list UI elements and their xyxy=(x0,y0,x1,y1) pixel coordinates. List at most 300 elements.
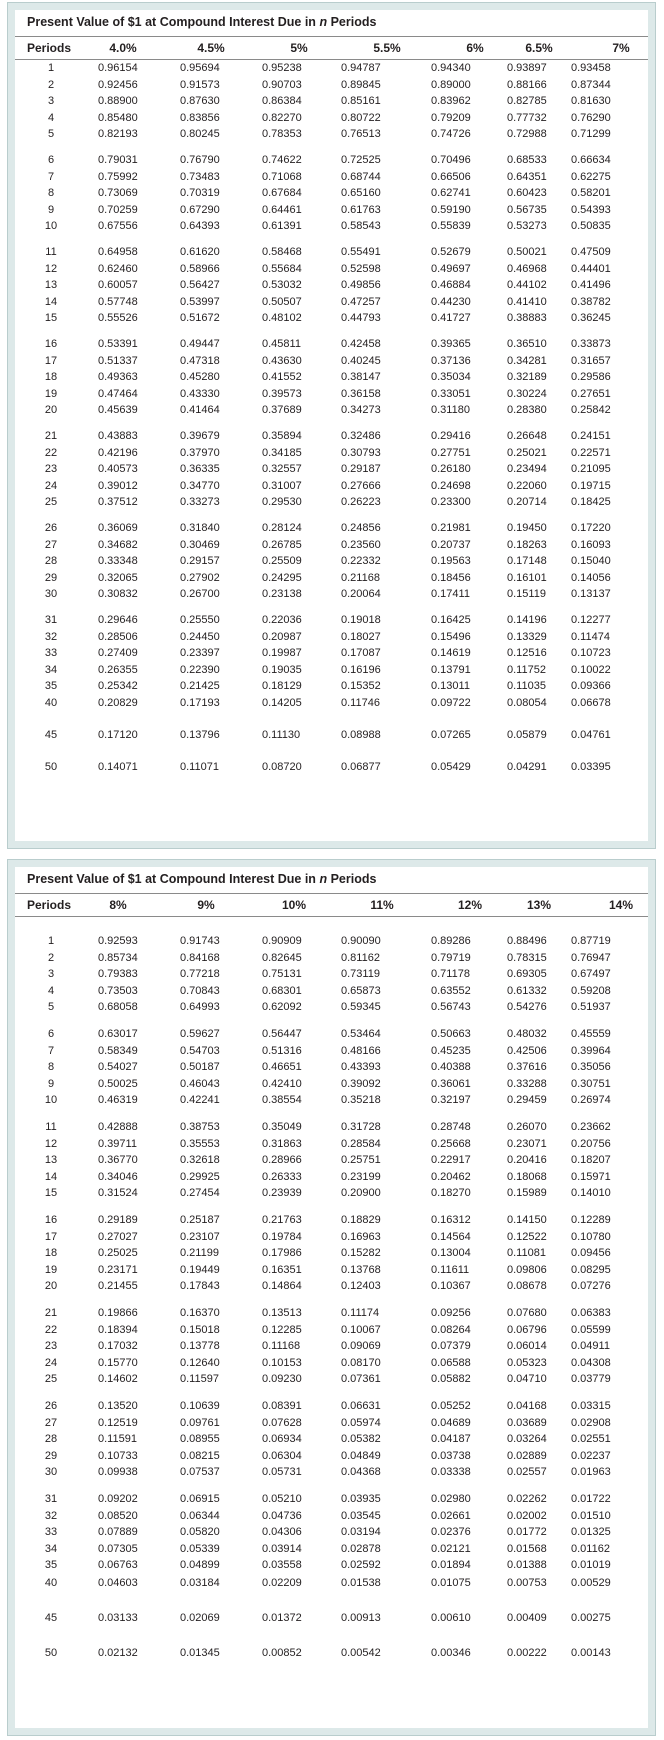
value-cell: 0.96154 xyxy=(98,62,138,74)
value-cell: 0.32197 xyxy=(431,1094,471,1107)
value-cell: 0.73119 xyxy=(341,968,380,981)
value-cell: 0.45811 xyxy=(262,338,301,350)
value-cell: 0.40245 xyxy=(341,354,381,367)
value-cell: 0.18207 xyxy=(571,1154,611,1167)
value-cell: 0.48102 xyxy=(262,312,302,324)
period-cell: 7 xyxy=(47,1044,55,1057)
value-cell: 0.05820 xyxy=(180,1526,220,1539)
period-cell: 17 xyxy=(44,1230,58,1243)
value-cell: 0.46884 xyxy=(431,279,471,291)
value-cell: 0.01963 xyxy=(571,1466,611,1479)
value-cell: 0.25550 xyxy=(180,614,220,626)
value-cell: 0.44230 xyxy=(431,295,471,308)
value-cell: 0.06344 xyxy=(180,1509,220,1522)
value-cell: 0.28584 xyxy=(341,1137,381,1150)
value-cell: 0.01894 xyxy=(431,1559,471,1572)
value-cell: 0.66506 xyxy=(431,170,471,183)
value-cell: 0.13791 xyxy=(431,663,471,676)
value-cell: 0.24295 xyxy=(262,571,302,584)
value-cell: 0.42458 xyxy=(341,338,381,350)
value-cell: 0.70496 xyxy=(431,154,471,166)
value-cell: 0.21981 xyxy=(431,522,471,534)
value-cell: 0.94787 xyxy=(341,62,381,74)
value-cell: 0.26974 xyxy=(571,1094,611,1107)
value-cell: 0.43393 xyxy=(341,1061,381,1074)
value-cell: 0.45280 xyxy=(180,371,220,383)
value-cell: 0.45235 xyxy=(431,1044,471,1057)
value-cell: 0.69305 xyxy=(507,968,547,981)
value-cell: 0.18027 xyxy=(341,630,381,643)
value-cell: 0.05731 xyxy=(262,1466,302,1479)
value-cell: 0.61391 xyxy=(262,220,302,232)
value-cell: 0.29586 xyxy=(571,371,611,383)
value-cell: 0.86384 xyxy=(262,95,302,107)
period-cell: 34 xyxy=(44,663,58,676)
value-cell: 0.94340 xyxy=(431,62,471,74)
value-cell: 0.78315 xyxy=(507,951,547,964)
value-cell: 0.02237 xyxy=(571,1449,611,1462)
period-cell: 20 xyxy=(44,1280,58,1293)
value-cell: 0.22060 xyxy=(507,479,547,492)
value-cell: 0.21455 xyxy=(98,1280,138,1293)
value-cell: 0.15770 xyxy=(98,1356,138,1369)
value-cell: 0.01538 xyxy=(341,1577,381,1589)
value-cell: 0.07680 xyxy=(507,1307,547,1319)
value-cell: 0.19866 xyxy=(98,1307,138,1319)
value-cell: 0.01722 xyxy=(571,1493,611,1505)
value-cell: 0.28380 xyxy=(507,404,547,416)
value-cell: 0.17220 xyxy=(571,522,611,534)
value-cell: 0.04306 xyxy=(262,1526,302,1539)
value-cell: 0.17411 xyxy=(431,588,470,600)
value-cell: 0.05974 xyxy=(341,1416,381,1429)
period-cell: 23 xyxy=(44,1340,58,1353)
rate-header: 7% xyxy=(612,41,630,55)
value-cell: 0.13513 xyxy=(262,1307,302,1319)
value-cell: 0.30224 xyxy=(507,387,547,400)
period-cell: 7 xyxy=(47,170,55,183)
rate-header: 6.5% xyxy=(525,41,553,55)
period-cell: 32 xyxy=(44,1509,58,1522)
value-cell: 0.53997 xyxy=(180,295,220,308)
value-cell: 0.00222 xyxy=(507,1647,547,1659)
value-cell: 0.03133 xyxy=(98,1612,138,1624)
value-cell: 0.01162 xyxy=(571,1542,610,1555)
value-cell: 0.33873 xyxy=(571,338,611,350)
value-cell: 0.06678 xyxy=(571,697,611,709)
value-cell: 0.20756 xyxy=(571,1137,611,1150)
value-cell: 0.53391 xyxy=(98,338,138,350)
value-cell: 0.37689 xyxy=(262,404,302,416)
rate-header: 5% xyxy=(290,41,308,55)
period-cell: 50 xyxy=(44,761,58,773)
value-cell: 0.35218 xyxy=(341,1094,381,1107)
value-cell: 0.01388 xyxy=(507,1559,547,1572)
value-cell: 0.05599 xyxy=(571,1323,611,1336)
value-cell: 0.20900 xyxy=(341,1187,381,1200)
period-cell: 19 xyxy=(44,387,58,400)
rate-header: 5.5% xyxy=(373,41,401,55)
value-cell: 0.00346 xyxy=(431,1647,471,1659)
value-cell: 0.02889 xyxy=(507,1449,547,1462)
period-cell: 25 xyxy=(44,1373,58,1386)
value-cell: 0.09806 xyxy=(507,1263,547,1276)
value-cell: 0.53273 xyxy=(507,220,547,232)
value-cell: 0.19987 xyxy=(262,647,302,659)
value-cell: 0.44793 xyxy=(341,312,381,324)
value-cell: 0.31840 xyxy=(180,522,220,534)
value-cell: 0.73069 xyxy=(98,187,138,199)
value-cell: 0.64993 xyxy=(180,1001,220,1014)
value-cell: 0.90703 xyxy=(262,78,302,91)
table-1 xyxy=(15,10,648,841)
value-cell: 0.93458 xyxy=(571,62,611,74)
value-cell: 0.09761 xyxy=(180,1416,220,1429)
value-cell: 0.36245 xyxy=(571,312,611,324)
value-cell: 0.06763 xyxy=(98,1559,138,1572)
period-cell: 23 xyxy=(44,463,58,475)
value-cell: 0.16425 xyxy=(431,614,471,626)
value-cell: 0.33288 xyxy=(507,1077,547,1090)
value-cell: 0.52598 xyxy=(341,262,381,275)
value-cell: 0.05382 xyxy=(341,1433,381,1446)
period-cell: 29 xyxy=(44,1449,58,1462)
value-cell: 0.11081 xyxy=(507,1247,546,1260)
value-cell: 0.07265 xyxy=(431,729,471,741)
value-cell: 0.02908 xyxy=(571,1416,611,1429)
value-cell: 0.23939 xyxy=(262,1187,302,1200)
value-cell: 0.27409 xyxy=(98,647,138,659)
value-cell: 0.49447 xyxy=(180,338,220,350)
value-cell: 0.74726 xyxy=(431,128,471,140)
value-cell: 0.10367 xyxy=(431,1280,471,1293)
value-cell: 0.14056 xyxy=(571,571,611,584)
value-cell: 0.37616 xyxy=(507,1061,547,1074)
value-cell: 0.06631 xyxy=(341,1400,381,1412)
value-cell: 0.04168 xyxy=(507,1400,547,1412)
value-cell: 0.18829 xyxy=(341,1214,381,1226)
value-cell: 0.93897 xyxy=(507,62,547,74)
value-cell: 0.45639 xyxy=(98,404,138,416)
value-cell: 0.02878 xyxy=(341,1542,381,1555)
value-cell: 0.89845 xyxy=(341,78,381,91)
value-cell: 0.01568 xyxy=(507,1542,547,1555)
value-cell: 0.30469 xyxy=(180,538,220,551)
value-cell: 0.10639 xyxy=(180,1400,220,1412)
value-cell: 0.10022 xyxy=(571,663,611,676)
value-cell: 0.70319 xyxy=(180,187,220,199)
value-cell: 0.30832 xyxy=(98,588,138,600)
value-cell: 0.73483 xyxy=(180,170,220,183)
value-cell: 0.67290 xyxy=(180,203,220,216)
period-cell: 29 xyxy=(44,571,58,584)
value-cell: 0.77218 xyxy=(180,968,220,981)
period-cell: 24 xyxy=(44,479,58,492)
value-cell: 0.36061 xyxy=(431,1077,471,1090)
value-cell: 0.04710 xyxy=(507,1373,547,1386)
value-cell: 0.02209 xyxy=(262,1577,302,1589)
value-cell: 0.29416 xyxy=(431,430,471,442)
period-cell: 21 xyxy=(44,430,58,442)
period-cell: 26 xyxy=(44,1400,58,1412)
value-cell: 0.76513 xyxy=(341,128,381,140)
value-cell: 0.25842 xyxy=(571,404,611,416)
value-cell: 0.02551 xyxy=(571,1433,611,1446)
value-cell: 0.37512 xyxy=(98,496,138,508)
value-cell: 0.04911 xyxy=(571,1340,610,1353)
value-cell: 0.05252 xyxy=(431,1400,471,1412)
period-cell: 40 xyxy=(44,1577,58,1589)
value-cell: 0.23662 xyxy=(571,1121,611,1133)
value-cell: 0.05882 xyxy=(431,1373,471,1386)
period-cell: 30 xyxy=(44,588,58,600)
value-cell: 0.01345 xyxy=(180,1647,220,1659)
value-cell: 0.05210 xyxy=(262,1493,302,1505)
value-cell: 0.04308 xyxy=(571,1356,611,1369)
value-cell: 0.15018 xyxy=(180,1323,220,1336)
value-cell: 0.03738 xyxy=(431,1449,471,1462)
value-cell: 0.34770 xyxy=(180,479,220,492)
value-cell: 0.95694 xyxy=(180,62,220,74)
value-cell: 0.06915 xyxy=(180,1493,220,1505)
value-cell: 0.06383 xyxy=(571,1307,611,1319)
value-cell: 0.17843 xyxy=(180,1280,220,1293)
value-cell: 0.39711 xyxy=(98,1137,137,1150)
value-cell: 0.11174 xyxy=(341,1307,380,1319)
value-cell: 0.52679 xyxy=(431,246,471,258)
value-cell: 0.16312 xyxy=(431,1214,471,1226)
value-cell: 0.64351 xyxy=(507,170,547,183)
value-cell: 0.67497 xyxy=(571,968,611,981)
value-cell: 0.38554 xyxy=(262,1094,302,1107)
value-cell: 0.62275 xyxy=(571,170,611,183)
value-cell: 0.25342 xyxy=(98,680,138,692)
value-cell: 0.81630 xyxy=(571,95,611,107)
value-cell: 0.71299 xyxy=(571,128,611,140)
value-cell: 0.14619 xyxy=(431,647,471,659)
value-cell: 0.26355 xyxy=(98,663,138,676)
value-cell: 0.29187 xyxy=(341,463,381,475)
value-cell: 0.09230 xyxy=(262,1373,302,1386)
value-cell: 0.08955 xyxy=(180,1433,220,1446)
value-cell: 0.06014 xyxy=(507,1340,547,1353)
value-cell: 0.32557 xyxy=(262,463,302,475)
value-cell: 0.09256 xyxy=(431,1307,471,1319)
value-cell: 0.08215 xyxy=(180,1449,220,1462)
value-cell: 0.95238 xyxy=(262,62,302,74)
value-cell: 0.80245 xyxy=(180,128,220,140)
value-cell: 0.30751 xyxy=(571,1077,611,1090)
value-cell: 0.02557 xyxy=(507,1466,547,1479)
value-cell: 0.10153 xyxy=(262,1356,302,1369)
value-cell: 0.83856 xyxy=(180,111,220,124)
value-cell: 0.67556 xyxy=(98,220,138,232)
value-cell: 0.16370 xyxy=(180,1307,220,1319)
period-cell: 30 xyxy=(44,1466,58,1479)
value-cell: 0.33273 xyxy=(180,496,220,508)
value-cell: 0.01372 xyxy=(262,1612,302,1624)
value-cell: 0.14602 xyxy=(98,1373,138,1386)
value-cell: 0.09069 xyxy=(341,1340,381,1353)
value-cell: 0.50025 xyxy=(98,1077,138,1090)
period-cell: 16 xyxy=(44,338,58,350)
value-cell: 0.02980 xyxy=(431,1493,471,1505)
value-cell: 0.31524 xyxy=(98,1187,138,1200)
value-cell: 0.35049 xyxy=(262,1121,302,1133)
value-cell: 0.58201 xyxy=(571,187,611,199)
value-cell: 0.10780 xyxy=(571,1230,611,1243)
value-cell: 0.17120 xyxy=(98,729,138,741)
value-cell: 0.22917 xyxy=(431,1154,471,1167)
value-cell: 0.16101 xyxy=(507,571,547,584)
value-cell: 0.07276 xyxy=(571,1280,611,1293)
periods-header: Periods xyxy=(27,41,72,55)
value-cell: 0.29925 xyxy=(180,1170,220,1183)
rate-header: 10% xyxy=(281,898,307,912)
rate-header: 12% xyxy=(457,898,483,912)
value-cell: 0.29646 xyxy=(98,614,138,626)
value-cell: 0.72988 xyxy=(507,128,547,140)
value-cell: 0.21199 xyxy=(180,1247,219,1260)
header-rule-top xyxy=(15,36,648,37)
value-cell: 0.13778 xyxy=(180,1340,220,1353)
value-cell: 0.02376 xyxy=(431,1526,471,1539)
period-cell: 3 xyxy=(47,968,55,981)
value-cell: 0.50021 xyxy=(507,246,547,258)
value-cell: 0.88900 xyxy=(98,95,138,107)
value-cell: 0.71068 xyxy=(262,170,302,183)
period-cell: 2 xyxy=(47,78,55,91)
value-cell: 0.72525 xyxy=(341,154,381,166)
value-cell: 0.18394 xyxy=(98,1323,138,1336)
value-cell: 0.00852 xyxy=(262,1647,302,1659)
value-cell: 0.13004 xyxy=(431,1247,471,1260)
period-cell: 6 xyxy=(47,1028,55,1040)
value-cell: 0.06796 xyxy=(507,1323,547,1336)
rate-header: 11% xyxy=(370,898,394,912)
value-cell: 0.35056 xyxy=(571,1061,611,1074)
value-cell: 0.34185 xyxy=(262,446,302,459)
value-cell: 0.55491 xyxy=(341,246,381,258)
rate-header: 9% xyxy=(197,898,215,912)
value-cell: 0.18456 xyxy=(431,571,471,584)
value-cell: 0.83962 xyxy=(431,95,471,107)
value-cell: 0.34273 xyxy=(341,404,381,416)
value-cell: 0.39573 xyxy=(262,387,302,400)
value-cell: 0.08264 xyxy=(431,1323,471,1336)
value-cell: 0.31728 xyxy=(341,1121,381,1133)
header-rule-bottom xyxy=(15,916,648,917)
value-cell: 0.44102 xyxy=(507,279,547,291)
value-cell: 0.78353 xyxy=(262,128,302,140)
value-cell: 0.19715 xyxy=(571,479,611,492)
value-cell: 0.68058 xyxy=(98,1001,138,1014)
period-cell: 33 xyxy=(44,1526,58,1539)
period-cell: 27 xyxy=(44,1416,58,1429)
period-cell: 13 xyxy=(44,279,58,291)
value-cell: 0.41410 xyxy=(507,295,547,308)
period-cell: 6 xyxy=(47,154,55,166)
period-cell: 10 xyxy=(44,220,58,232)
value-cell: 0.85734 xyxy=(98,951,138,964)
period-cell: 34 xyxy=(44,1542,58,1555)
value-cell: 0.63552 xyxy=(431,984,471,997)
value-cell: 0.33051 xyxy=(431,387,471,400)
value-cell: 0.41464 xyxy=(180,404,220,416)
value-cell: 0.50663 xyxy=(431,1028,471,1040)
value-cell: 0.49856 xyxy=(341,279,381,291)
period-cell: 9 xyxy=(47,1077,55,1090)
period-cell: 12 xyxy=(44,1137,58,1150)
value-cell: 0.01772 xyxy=(507,1526,547,1539)
value-cell: 0.17986 xyxy=(262,1247,302,1260)
value-cell: 0.08988 xyxy=(341,729,381,741)
value-cell: 0.06588 xyxy=(431,1356,471,1369)
value-cell: 0.15282 xyxy=(341,1247,381,1260)
value-cell: 0.58543 xyxy=(341,220,381,232)
value-cell: 0.09366 xyxy=(571,680,611,692)
value-cell: 0.29189 xyxy=(98,1214,138,1226)
period-cell: 27 xyxy=(44,538,58,551)
value-cell: 0.21095 xyxy=(571,463,611,475)
value-cell: 0.31657 xyxy=(571,354,611,367)
value-cell: 0.17087 xyxy=(341,647,381,659)
value-cell: 0.20462 xyxy=(431,1170,471,1183)
value-cell: 0.42888 xyxy=(98,1121,138,1133)
value-cell: 0.07361 xyxy=(341,1373,381,1386)
value-cell: 0.34682 xyxy=(98,538,138,551)
period-cell: 25 xyxy=(44,496,58,508)
value-cell: 0.13768 xyxy=(341,1263,381,1276)
value-cell: 0.23171 xyxy=(98,1263,138,1276)
value-cell: 0.03558 xyxy=(262,1559,302,1572)
period-cell: 45 xyxy=(44,1612,58,1624)
rate-header: 4.0% xyxy=(109,41,137,55)
value-cell: 0.39964 xyxy=(571,1044,611,1057)
value-cell: 0.68533 xyxy=(507,154,547,166)
value-cell: 0.11474 xyxy=(571,630,610,643)
value-cell: 0.51337 xyxy=(98,354,138,367)
value-cell: 0.22036 xyxy=(262,614,302,626)
period-cell: 15 xyxy=(44,312,58,324)
value-cell: 0.21168 xyxy=(341,571,380,584)
period-cell: 13 xyxy=(44,1154,58,1167)
value-cell: 0.03779 xyxy=(571,1373,611,1386)
value-cell: 0.48166 xyxy=(341,1044,381,1057)
value-cell: 0.10067 xyxy=(341,1323,381,1336)
value-cell: 0.12516 xyxy=(507,647,547,659)
value-cell: 0.45559 xyxy=(571,1028,611,1040)
value-cell: 0.02262 xyxy=(507,1493,547,1505)
value-cell: 0.14071 xyxy=(98,761,138,773)
value-cell: 0.05323 xyxy=(507,1356,547,1369)
value-cell: 0.16963 xyxy=(341,1230,381,1243)
value-cell: 0.55684 xyxy=(262,262,302,275)
period-cell: 40 xyxy=(44,697,58,709)
value-cell: 0.26180 xyxy=(431,463,471,475)
value-cell: 0.50187 xyxy=(180,1061,220,1074)
value-cell: 0.03689 xyxy=(507,1416,547,1429)
value-cell: 0.38883 xyxy=(507,312,547,324)
value-cell: 0.11168 xyxy=(262,1340,301,1353)
period-cell: 35 xyxy=(44,680,58,692)
period-cell: 14 xyxy=(44,1170,58,1183)
value-cell: 0.37136 xyxy=(431,354,471,367)
value-cell: 0.04849 xyxy=(341,1449,381,1462)
value-cell: 0.07889 xyxy=(98,1526,138,1539)
value-cell: 0.68744 xyxy=(341,170,381,183)
table-2 xyxy=(15,867,648,1728)
